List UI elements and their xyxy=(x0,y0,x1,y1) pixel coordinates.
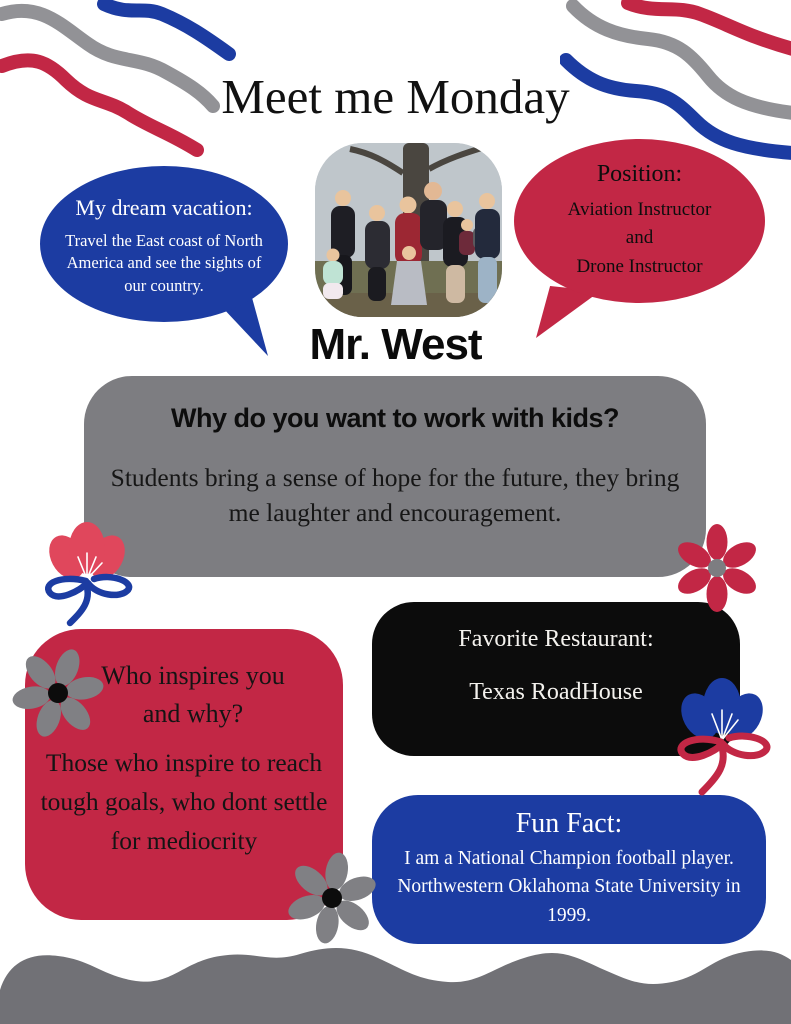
work-with-kids-body: Students bring a sense of hope for the future, they bring me laughter and encouragement. xyxy=(110,463,680,528)
fun-fact-heading: Fun Fact: xyxy=(515,808,623,839)
fun-fact-box xyxy=(372,795,766,944)
work-with-kids-heading: Why do you want to work with kids? xyxy=(171,403,619,433)
who-inspires-heading: Who inspires you and why? xyxy=(101,661,285,728)
flower-red-tulip-icon xyxy=(36,515,136,627)
flower-gray-daisy-top-icon xyxy=(12,647,104,739)
dream-vacation-bubble xyxy=(40,166,288,322)
fun-fact-body: I am a National Champion football player. Northwestern Oklahoma State University in 1999. xyxy=(397,848,741,926)
position-heading: Position: xyxy=(596,160,683,187)
position-line-2: and xyxy=(625,227,654,249)
flower-gray-daisy-bottom-icon xyxy=(286,852,378,944)
family-photo xyxy=(315,143,502,317)
teacher-name: Mr. West xyxy=(309,320,482,369)
favorite-restaurant-body: Texas RoadHouse xyxy=(469,679,643,705)
position-line-1: Aviation Instructor xyxy=(567,198,712,220)
flower-red-daisy-icon xyxy=(672,523,762,613)
work-with-kids-box xyxy=(84,376,706,577)
footer-wave-shape xyxy=(0,938,791,1024)
dream-vacation-heading: My dream vacation: xyxy=(75,195,253,221)
dream-vacation-body: Travel the East coast of North America and see the sights of our country. xyxy=(65,231,263,295)
favorite-restaurant-heading: Favorite Restaurant: xyxy=(458,626,654,652)
position-line-3: Drone Instructor xyxy=(576,255,703,277)
page-title: Meet me Monday xyxy=(221,69,570,124)
position-bubble xyxy=(514,139,765,303)
flower-blue-tulip-icon xyxy=(668,668,776,803)
who-inspires-body: Those who inspire to reach tough goals, who dont settle for mediocrity xyxy=(40,748,328,855)
